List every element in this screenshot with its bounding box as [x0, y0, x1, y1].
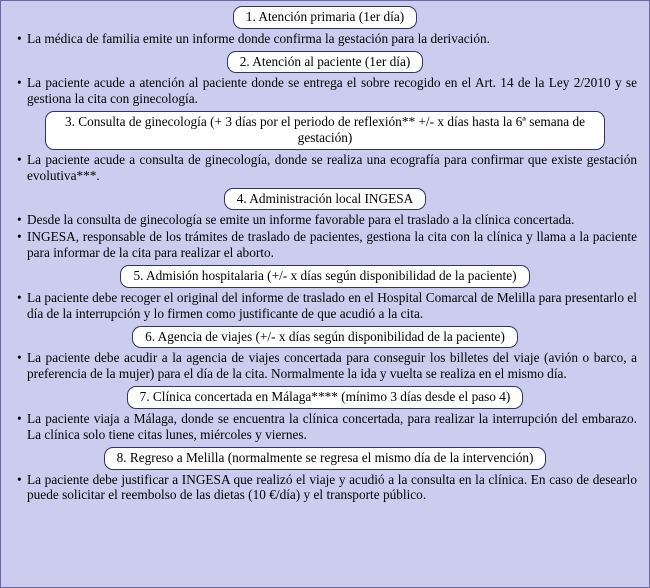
step-body [7, 73, 643, 107]
bullet-text: La paciente acude a atención al paciente donde se entrega el sobre recogido en el Art. 14 de la Ley 2/2010 y se gestiona la cita con ginecología. [27, 75, 637, 107]
flow-step-7 [7, 386, 643, 444]
flow-step-1 [7, 6, 643, 48]
bullet-dot-icon: • [17, 75, 22, 91]
step-header: 4. Administración local INGESA [224, 188, 427, 211]
flow-step-3 [7, 111, 643, 184]
bullet-item [17, 350, 637, 382]
step-body [7, 29, 643, 47]
flow-step-6 [7, 326, 643, 384]
step-header: 1. Atención primaria (1er día) [233, 6, 417, 29]
bullet-item [17, 152, 637, 184]
bullet-item [17, 472, 637, 504]
step-body [7, 210, 643, 261]
bullet-dot-icon: • [17, 30, 22, 46]
flow-step-5 [7, 265, 643, 323]
flow-step-4 [7, 188, 643, 263]
bullet-text: Desde la consulta de ginecología se emite un informe favorable para el traslado a la clínica concertada. [27, 212, 575, 228]
bullet-text: La paciente viaja a Málaga, donde se encuentra la clínica concertada, para realizar la interrupción del embarazo. La clínica solo tiene citas lunes, miércoles y viernes. [27, 410, 637, 442]
step-body [7, 150, 643, 184]
step-header: 5. Admisión hospitalaria (+/- x días según disponibilidad de la paciente) [120, 265, 529, 288]
step-header: 7. Clínica concertada en Málaga**** (mínimo 3 días desde el paso 4) [127, 386, 524, 409]
bullet-dot-icon: • [17, 229, 22, 245]
bullet-text: La paciente acude a consulta de ginecología, donde se realiza una ecografía para confirmar que existe gestación evolutiva***. [27, 151, 637, 183]
bullet-dot-icon: • [17, 212, 22, 228]
bullet-item [17, 290, 637, 322]
bullet-text: INGESA, responsable de los trámites de traslado de pacientes, gestiona la cita con la clínica y llama a la paciente para informar de la cita para realizar el aborto. [27, 229, 637, 261]
bullet-dot-icon: • [17, 410, 22, 426]
bullet-text: La paciente debe recoger el original del informe de traslado en el Hospital Comarcal de Melilla para presentarlo el día de la interrupción y lo firmen como justificante de que acudió a la cita. [27, 289, 637, 321]
bullet-item [17, 229, 637, 261]
step-body [7, 470, 643, 504]
step-header: 6. Agencia de viajes (+/- x días según disponibilidad de la paciente) [132, 326, 518, 349]
bullet-dot-icon: • [17, 289, 22, 305]
bullet-item [17, 411, 637, 443]
bullet-text: La médica de familia emite un informe donde confirma la gestación para la derivación. [27, 30, 490, 46]
step-header: 2. Atención al paciente (1er día) [227, 51, 424, 74]
bullet-item [17, 31, 637, 47]
bullet-text: La paciente debe acudir a la agencia de viajes concertada para conseguir los billetes del viaje (avión o barco, a preferencia de la mujer) para el día de la cita. Normalmente la ida y vuelta se realiza en el mismo día. [27, 350, 637, 382]
step-body [7, 348, 643, 382]
bullet-item [17, 212, 637, 228]
bullet-text: La paciente debe justificar a INGESA que realizó el viaje y acudió a la consulta en la clínica. En caso de desearlo puede solicitar el reembolso de las dietas (10 €/día) y el transporte público. [27, 471, 637, 503]
bullet-dot-icon: • [17, 350, 22, 366]
step-body [7, 288, 643, 322]
step-header: 8. Regreso a Melilla (normalmente se regresa el mismo día de la intervención) [104, 447, 547, 470]
bullet-dot-icon: • [17, 471, 22, 487]
flow-step-8 [7, 447, 643, 505]
bullet-item [17, 75, 637, 107]
bullet-dot-icon: • [17, 151, 22, 167]
step-body [7, 409, 643, 443]
flow-step-2 [7, 51, 643, 109]
step-header: 3. Consulta de ginecología (+ 3 días por el periodo de reflexión** +/- x días hasta la 6ª semana de gestación) [45, 111, 605, 149]
